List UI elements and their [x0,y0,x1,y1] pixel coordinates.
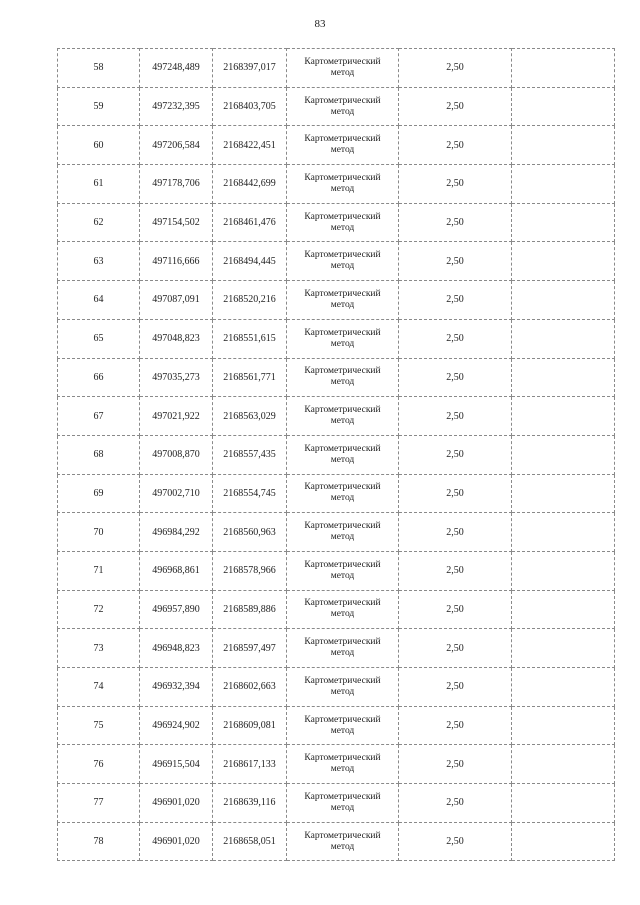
x-coordinate-cell: 497035,273 [140,358,213,397]
y-coordinate-cell: 2168554,745 [213,474,287,513]
y-coordinate-cell: 2168442,699 [213,165,287,204]
table-row [58,87,615,126]
point-number-cell: 65 [58,319,140,358]
method-line1: Картометрический [304,95,381,106]
method-line1: Картометрический [304,598,381,609]
method-line2: метод [330,609,355,620]
note-cell [512,397,615,436]
table-row [58,358,615,397]
y-coordinate-cell: 2168494,445 [213,242,287,281]
table-row [58,822,615,861]
table-row [58,784,615,823]
accuracy-cell: 2,50 [399,551,512,590]
x-coordinate-cell: 497248,489 [140,49,213,88]
method-cell [287,126,399,165]
table-row [58,49,615,88]
x-coordinate-cell: 497087,091 [140,281,213,320]
method-line2: метод [330,454,355,465]
method-line2: метод [330,261,355,272]
note-cell [512,706,615,745]
note-cell [512,319,615,358]
table-row [58,242,615,281]
method-line2: метод [330,648,355,659]
x-coordinate-cell: 496901,020 [140,784,213,823]
table-row [58,668,615,707]
y-coordinate-cell: 2168557,435 [213,435,287,474]
method-line1: Картометрический [304,675,381,686]
x-coordinate-cell: 496924,902 [140,706,213,745]
method-line1: Картометрический [304,366,381,377]
method-cell [287,706,399,745]
method-cell [287,513,399,552]
point-number-cell: 75 [58,706,140,745]
note-cell [512,668,615,707]
y-coordinate-cell: 2168397,017 [213,49,287,88]
page-number: 83 [314,18,326,30]
note-cell [512,165,615,204]
note-cell [512,474,615,513]
accuracy-cell: 2,50 [399,706,512,745]
method-cell [287,242,399,281]
table-row [58,126,615,165]
note-cell [512,551,615,590]
method-cell [287,397,399,436]
table-row [58,706,615,745]
y-coordinate-cell: 2168560,963 [213,513,287,552]
method-line2: метод [330,106,355,117]
x-coordinate-cell: 496901,020 [140,822,213,861]
method-line2: метод [330,377,355,388]
note-cell [512,242,615,281]
accuracy-cell: 2,50 [399,822,512,861]
table-row [58,397,615,436]
accuracy-cell: 2,50 [399,358,512,397]
x-coordinate-cell: 496948,823 [140,629,213,668]
y-coordinate-cell: 2168422,451 [213,126,287,165]
note-cell [512,435,615,474]
method-cell [287,551,399,590]
x-coordinate-cell: 496984,292 [140,513,213,552]
method-line2: метод [330,416,355,427]
method-line1: Картометрический [304,405,381,416]
method-line1: Картометрический [304,443,381,454]
point-number-cell: 58 [58,49,140,88]
accuracy-cell: 2,50 [399,435,512,474]
method-cell [287,281,399,320]
note-cell [512,49,615,88]
point-number-cell: 61 [58,165,140,204]
x-coordinate-cell: 496968,861 [140,551,213,590]
method-line1: Картометрический [304,134,381,145]
accuracy-cell: 2,50 [399,242,512,281]
method-line2: метод [330,686,355,697]
note-cell [512,126,615,165]
x-coordinate-cell: 497008,870 [140,435,213,474]
method-cell [287,49,399,88]
table-row [58,435,615,474]
method-line1: Картометрический [304,714,381,725]
y-coordinate-cell: 2168597,497 [213,629,287,668]
method-line2: метод [330,145,355,156]
point-number-cell: 59 [58,87,140,126]
table-row [58,745,615,784]
accuracy-cell: 2,50 [399,397,512,436]
accuracy-cell: 2,50 [399,668,512,707]
method-line2: метод [330,532,355,543]
method-line2: метод [330,67,355,78]
method-line1: Картометрический [304,172,381,183]
note-cell [512,629,615,668]
method-cell [287,784,399,823]
accuracy-cell: 2,50 [399,203,512,242]
accuracy-cell: 2,50 [399,629,512,668]
table-row [58,281,615,320]
point-number-cell: 68 [58,435,140,474]
method-line1: Картометрический [304,791,381,802]
point-number-cell: 72 [58,590,140,629]
note-cell [512,281,615,320]
y-coordinate-cell: 2168602,663 [213,668,287,707]
note-cell [512,358,615,397]
note-cell [512,87,615,126]
method-line2: метод [330,841,355,852]
y-coordinate-cell: 2168551,615 [213,319,287,358]
method-line1: Картометрический [304,482,381,493]
method-cell [287,358,399,397]
method-line2: метод [330,222,355,233]
accuracy-cell: 2,50 [399,165,512,204]
x-coordinate-cell: 496957,890 [140,590,213,629]
table-row [58,165,615,204]
coordinates-table [57,48,615,861]
method-line2: метод [330,802,355,813]
y-coordinate-cell: 2168578,966 [213,551,287,590]
accuracy-cell: 2,50 [399,590,512,629]
note-cell [512,590,615,629]
y-coordinate-cell: 2168561,771 [213,358,287,397]
method-cell [287,435,399,474]
method-line2: метод [330,725,355,736]
point-number-cell: 74 [58,668,140,707]
method-line2: метод [330,338,355,349]
method-cell [287,319,399,358]
point-number-cell: 71 [58,551,140,590]
point-number-cell: 69 [58,474,140,513]
method-cell [287,203,399,242]
accuracy-cell: 2,50 [399,49,512,88]
method-line2: метод [330,493,355,504]
table-row [58,551,615,590]
y-coordinate-cell: 2168639,116 [213,784,287,823]
point-number-cell: 77 [58,784,140,823]
point-number-cell: 67 [58,397,140,436]
method-cell [287,745,399,784]
accuracy-cell: 2,50 [399,474,512,513]
method-line1: Картометрический [304,327,381,338]
y-coordinate-cell: 2168589,886 [213,590,287,629]
table-body [58,49,615,861]
method-cell [287,629,399,668]
point-number-cell: 63 [58,242,140,281]
method-line2: метод [330,764,355,775]
accuracy-cell: 2,50 [399,126,512,165]
y-coordinate-cell: 2168658,051 [213,822,287,861]
y-coordinate-cell: 2168617,133 [213,745,287,784]
y-coordinate-cell: 2168520,216 [213,281,287,320]
x-coordinate-cell: 497206,584 [140,126,213,165]
point-number-cell: 73 [58,629,140,668]
point-number-cell: 66 [58,358,140,397]
x-coordinate-cell: 497178,706 [140,165,213,204]
method-line1: Картометрический [304,211,381,222]
point-number-cell: 76 [58,745,140,784]
point-number-cell: 62 [58,203,140,242]
point-number-cell: 78 [58,822,140,861]
table-row [58,629,615,668]
accuracy-cell: 2,50 [399,281,512,320]
x-coordinate-cell: 497021,922 [140,397,213,436]
note-cell [512,822,615,861]
method-cell [287,474,399,513]
method-line1: Картометрический [304,56,381,67]
note-cell [512,513,615,552]
accuracy-cell: 2,50 [399,87,512,126]
method-line2: метод [330,299,355,310]
accuracy-cell: 2,50 [399,513,512,552]
accuracy-cell: 2,50 [399,784,512,823]
y-coordinate-cell: 2168403,705 [213,87,287,126]
table-row [58,513,615,552]
accuracy-cell: 2,50 [399,745,512,784]
method-line2: метод [330,570,355,581]
x-coordinate-cell: 497002,710 [140,474,213,513]
table-row [58,319,615,358]
method-line1: Картометрический [304,559,381,570]
x-coordinate-cell: 497154,502 [140,203,213,242]
table-row [58,590,615,629]
x-coordinate-cell: 497116,666 [140,242,213,281]
method-line1: Картометрический [304,521,381,532]
method-cell [287,668,399,707]
note-cell [512,203,615,242]
method-cell [287,165,399,204]
point-number-cell: 70 [58,513,140,552]
y-coordinate-cell: 2168461,476 [213,203,287,242]
x-coordinate-cell: 497232,395 [140,87,213,126]
point-number-cell: 60 [58,126,140,165]
method-line1: Картометрический [304,753,381,764]
method-cell [287,590,399,629]
y-coordinate-cell: 2168609,081 [213,706,287,745]
method-cell [287,87,399,126]
y-coordinate-cell: 2168563,029 [213,397,287,436]
method-line1: Картометрический [304,830,381,841]
table-row [58,474,615,513]
note-cell [512,784,615,823]
accuracy-cell: 2,50 [399,319,512,358]
x-coordinate-cell: 496932,394 [140,668,213,707]
x-coordinate-cell: 496915,504 [140,745,213,784]
method-cell [287,822,399,861]
method-line2: метод [330,183,355,194]
x-coordinate-cell: 497048,823 [140,319,213,358]
table-row [58,203,615,242]
method-line1: Картометрический [304,288,381,299]
note-cell [512,745,615,784]
point-number-cell: 64 [58,281,140,320]
method-line1: Картометрический [304,250,381,261]
method-line1: Картометрический [304,637,381,648]
